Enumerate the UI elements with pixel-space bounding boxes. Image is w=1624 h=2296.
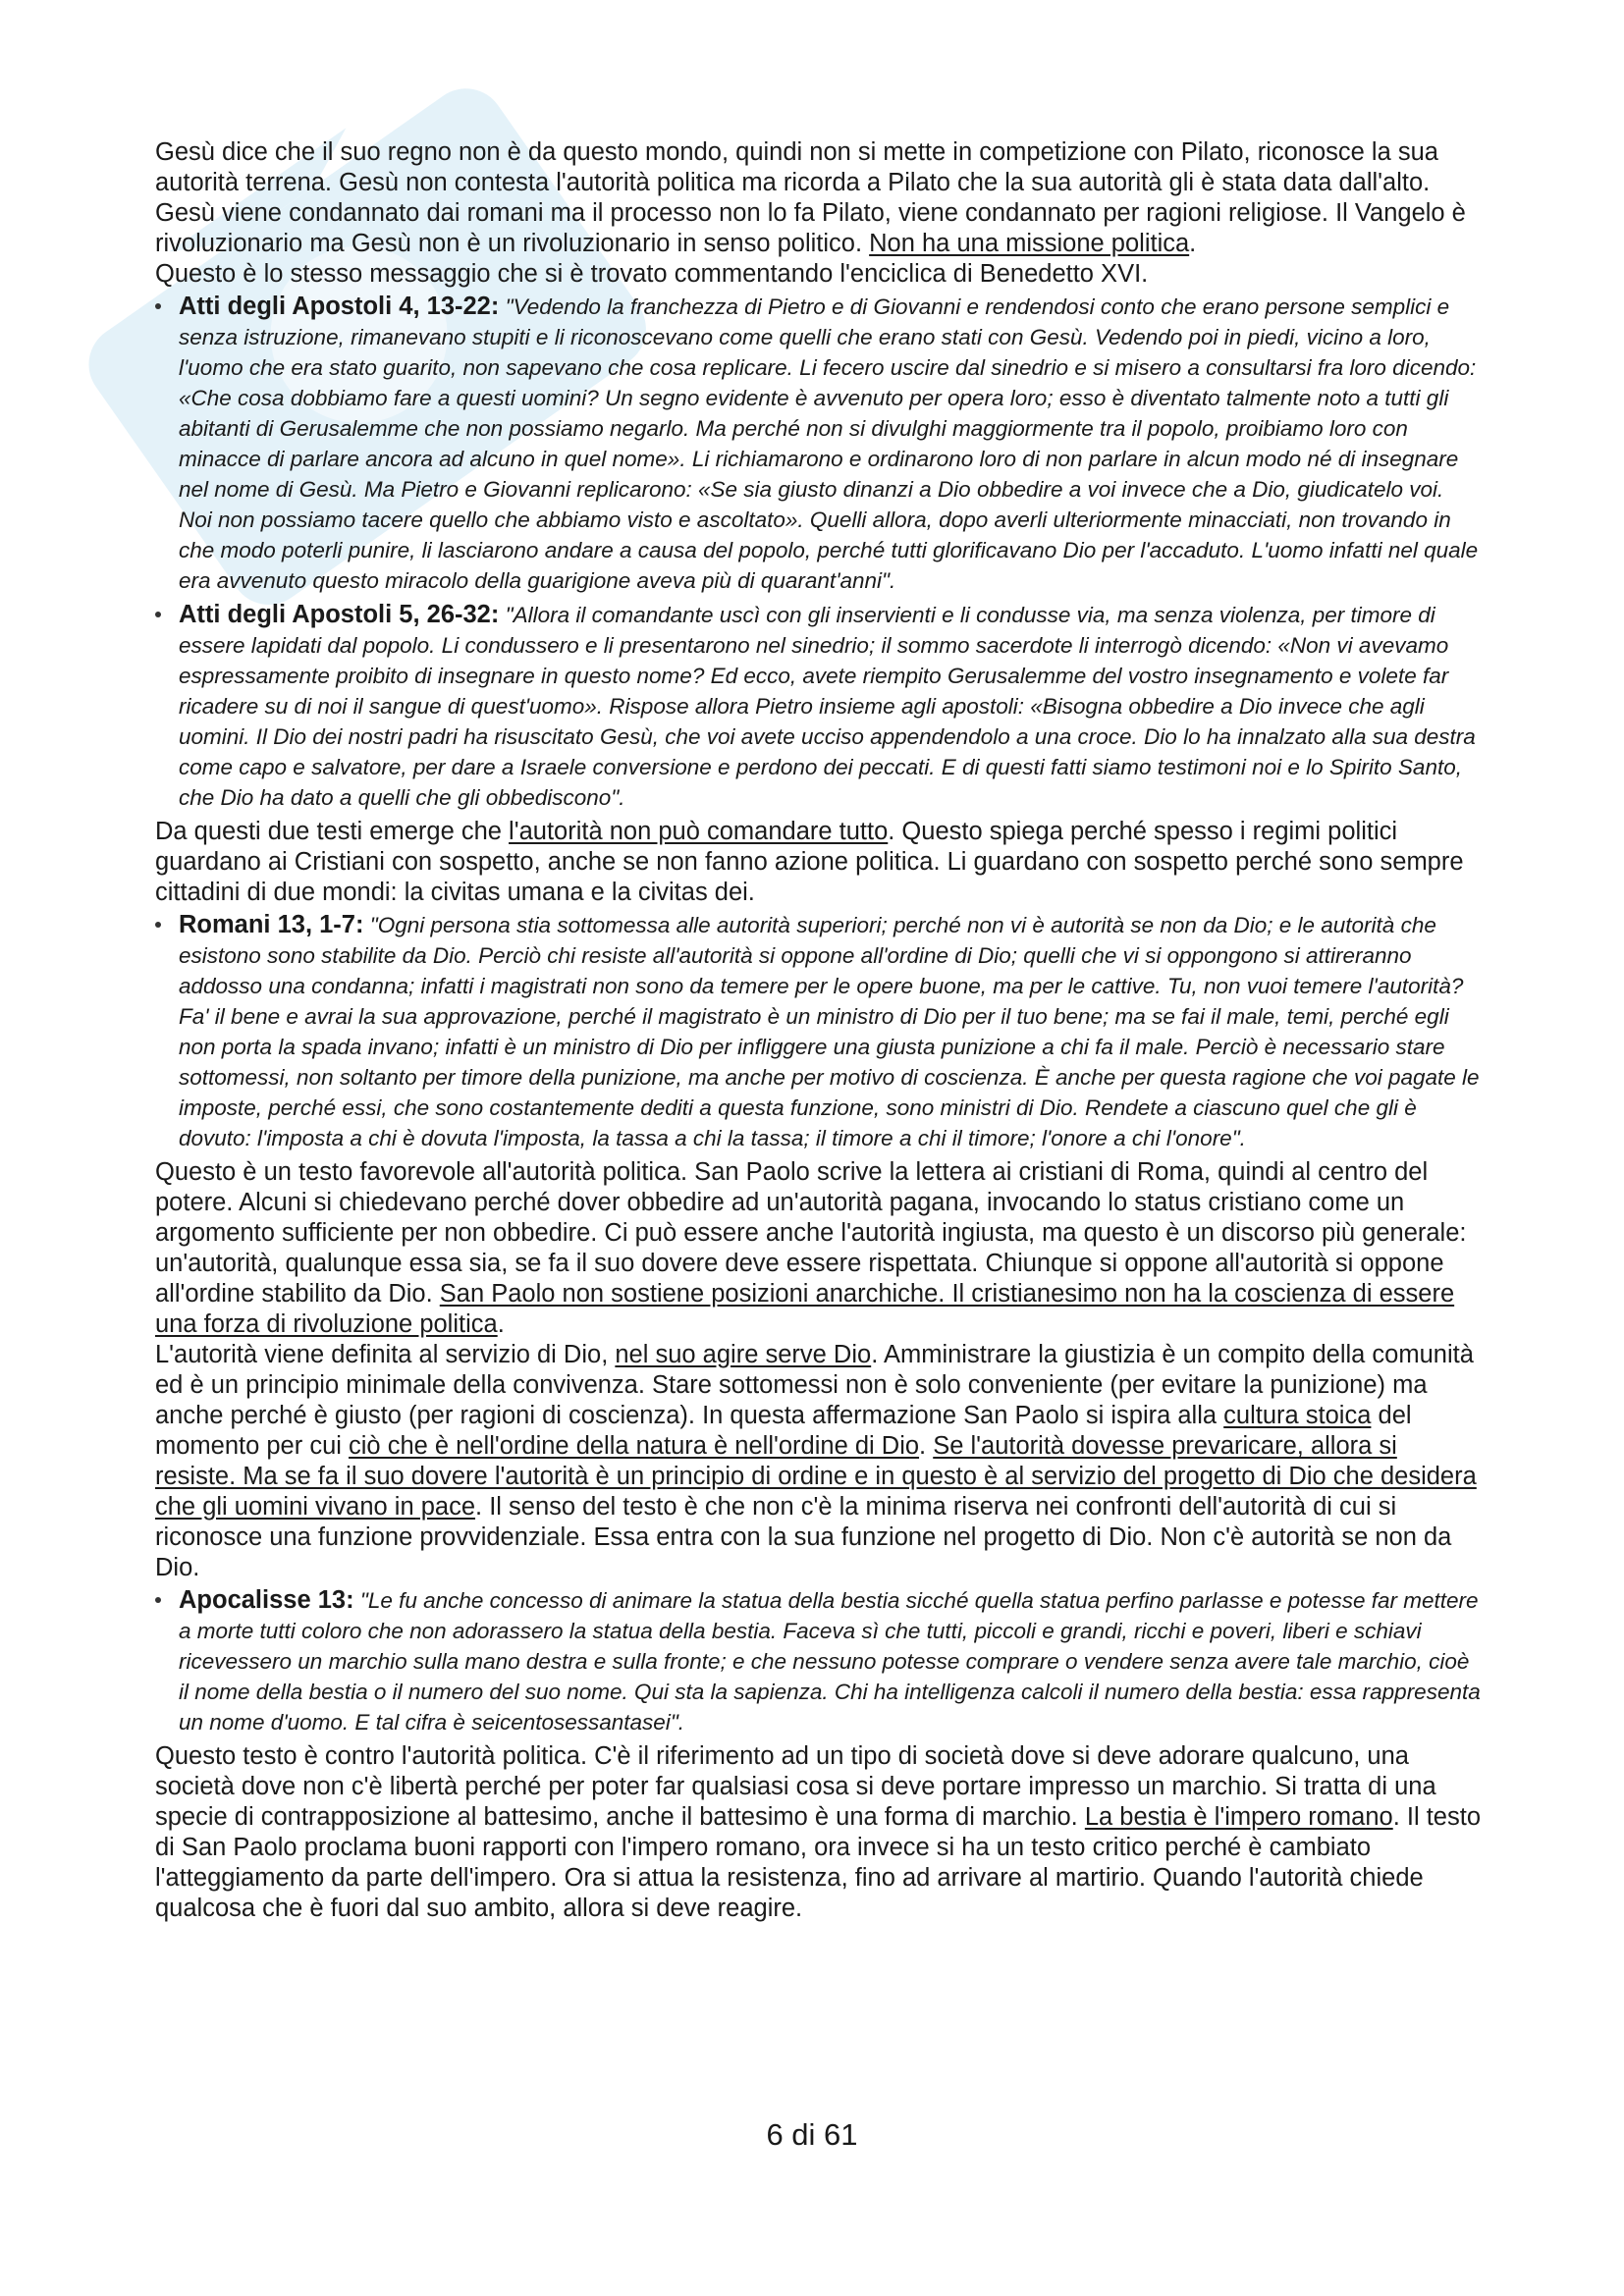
- paragraph-due-testi: Da questi due testi emerge che l'autorità non può comandare tutto. Questo spiega perché spesso i regimi politici guardano ai Cristiani con sospetto, anche se non fanno azione politica. Li guardano con sospetto perché sono sempre cittadini di due mondi: la civitas umana e la civitas dei.: [155, 818, 1464, 906]
- underlined-text: cultura stoica: [1223, 1402, 1372, 1429]
- underlined-text: Se l'autorità dovesse prevaricare, allora si resiste. Ma se fa il suo dovere l'autorità è un principio di ordine e in questo è al servizio del progetto di Dio che desidera che gli uomini vivano in pace: [155, 1432, 1477, 1521]
- paragraph-contro-autorita: Questo testo è contro l'autorità politica. C'è il riferimento ad un tipo di società dove si deve adorare qualcuno, una società dove non c'è libertà perché per poter far qualsiasi cosa si deve portare impresso un marchio. Si tratta di una specie di contrapposizione al battesimo, anche il battesimo è una forma di marchio. La bestia è l'impero romano. Il testo di San Paolo proclama buoni rapporti con l'impero romano, ora invece si ha un testo critico perché è cambiato l'atteggiamento da parte dell'impero. Ora si attua la resistenza, fino ad arrivare al martirio. Quando l'autorità chiede qualcosa che è fuori dal suo ambito, allora si deve reagire.: [155, 1742, 1482, 1922]
- underlined-text: San Paolo non sostiene posizioni anarchiche. Il cristianesimo non ha la coscienza di essere una forza di rivoluzione politica: [155, 1280, 1455, 1338]
- underlined-text: La bestia è l'impero romano: [1084, 1803, 1393, 1831]
- bullet-quote: "Ogni persona stia sottomessa alle autorità superiori; perché non vi è autorità se non da Dio; e le autorità che esistono sono stabilite da Dio. Perciò chi resiste all'autorità si oppone all'ordine di Dio; quelli che vi si oppongono si attireranno addosso una condanna; infatti i magistrati non sono da temere per le opere buone, ma per le cattive. Tu, non vuoi temere l'autorità? Fa' il bene e avrai la sua approvazione, perché il magistrato è un ministro di Dio per il tuo bene; ma se fai il male, temi, perché egli non porta la spada invano; infatti è un ministro di Dio per infliggere una giusta punizione a chi fa il male. Perciò è necessario stare sottomessi, non soltanto per timore della punizione, ma anche per motivo di coscienza. È anche per questa ragione che voi pagate le imposte, perché essi, che sono costantemente dediti a questa funzione, sono ministri di Dio. Rendete a ciascuno quel che gli è dovuto: l'imposta a chi è dovuta l'imposta, la tassa a chi la tassa; il timore a chi il timore; l'onore a chi l'onore".: [179, 913, 1480, 1150]
- bullet-atti-5: [155, 600, 1481, 813]
- bullet-quote: "Vedendo la franchezza di Pietro e di Giovanni e rendendosi conto che erano persone semplici e senza istruzione, rimanevano stupiti e li riconoscevano come quelli che erano stati con Gesù. Vedendo poi in piedi, vicino a loro, l'uomo che era stato guarito, non sapevano che cosa replicare. Li fecero uscire dal sinedrio e si misero a consultarsi fra loro dicendo: «Che cosa dobbiamo fare a questi uomini? Un segno evidente è avvenuto per opera loro; esso è diventato talmente noto a tutti gli abitanti di Gerusalemme che non possiamo negarlo. Ma perché non si divulghi maggiormente tra il popolo, proibiamo loro con minacce di parlare ancora ad alcuno in quel nome». Li richiamarono e ordinarono loro di non parlare in alcun modo né di insegnare nel nome di Gesù. Ma Pietro e Giovanni replicarono: «Se sia giusto dinanzi a Dio obbedire a voi invece che a Dio, giudicatelo voi. Noi non possiamo tacere quello che abbiamo visto e ascoltato». Quelli allora, dopo averli ulteriormente minacciati, non trovando in che modo poterli punire, li lasciarono andare a causa del popolo, perché tutti glorificavano Dio per l'accaduto. L'uomo infatti nel quale era avvenuto questo miracolo della guarigione aveva più di quarant'anni".: [179, 294, 1479, 593]
- paragraph-servizio-di-dio: L'autorità viene definita al servizio di Dio, nel suo agire serve Dio. Amministrare la giustizia è un compito della comunità ed è un principio minimale della convivenza. Stare sottomessi non è solo conveniente (per evitare la punizione) ma anche perché è giusto (per ragioni di coscienza). In questa affermazione San Paolo si ispira alla cultura stoica del momento per cui ciò che è nell'ordine della natura è nell'ordine di Dio. Se l'autorità dovesse prevaricare, allora si resiste. Ma se fa il suo dovere l'autorità è un principio di ordine e in questo è al servizio del progetto di Dio che desidera che gli uomini vivano in pace. Il senso del testo è che non c'è la minima riserva nei confronti dell'autorità di cui si riconosce una funzione provvidenziale. Essa entra con la sua funzione nel progetto di Dio. Non c'è autorità se non da Dio.: [155, 1341, 1477, 1581]
- bullet-title: Romani 13, 1-7:: [179, 911, 364, 938]
- underlined-text: l'autorità non può comandare tutto: [509, 818, 889, 845]
- bullet-dot-icon: [155, 612, 161, 617]
- page-number: 6 di 61: [766, 2117, 858, 2152]
- bullet-title: Atti degli Apostoli 5, 26-32:: [179, 601, 500, 628]
- document-body: [155, 137, 1481, 1924]
- bullet-title: Apocalisse 13:: [179, 1586, 354, 1614]
- bullet-quote: "Le fu anche concesso di animare la statua della bestia sicché quella statua perfino parlasse e potesse far mettere a morte tutti coloro che non adorassero la statua della bestia. Faceva sì che tutti, piccoli e grandi, ricchi e poveri, liberi e schiavi ricevessero un marchio sulla mano destra e sulla fronte; e che nessuno potesse comprare o vendere senza avere tale marchio, cioè il nome della bestia o il numero del suo nome. Qui sta la sapienza. Chi ha intelligenza calcoli il numero della bestia: essa rappresenta un nome d'uomo. E tal cifra è seicentosessantasei".: [179, 1588, 1481, 1735]
- bullet-dot-icon: [155, 1597, 161, 1603]
- underlined-text: Non ha una missione politica: [869, 230, 1190, 257]
- bullet-romani-13: [155, 910, 1481, 1153]
- bullet-apocalisse-13: [155, 1585, 1481, 1737]
- bullet-dot-icon: [155, 303, 161, 309]
- underlined-text: nel suo agire serve Dio: [615, 1341, 872, 1368]
- bullet-atti-4: [155, 292, 1481, 596]
- bullet-dot-icon: [155, 922, 161, 928]
- paragraph-pilato: Gesù dice che il suo regno non è da questo mondo, quindi non si mette in competizione con Pilato, riconosce la sua autorità terrena. Gesù non contesta l'autorità politica ma ricorda a Pilato che la sua autorità gli è stata data dall'alto. Gesù viene condannato dai romani ma il processo non lo fa Pilato, viene condannato per ragioni religiose. Il Vangelo è rivoluzionario ma Gesù non è un rivoluzionario in senso politico. Non ha una missione politica. Questo è lo stesso messaggio che si è trovato commentando l'enciclica di Benedetto XVI.: [155, 138, 1466, 288]
- bullet-title: Atti degli Apostoli 4, 13-22:: [179, 293, 500, 320]
- underlined-text: ciò che è nell'ordine della natura è nell'ordine di Dio: [349, 1432, 920, 1460]
- paragraph-testo-favorevole: Questo è un testo favorevole all'autorità politica. San Paolo scrive la lettera ai cristiani di Roma, quindi al centro del potere. Alcuni si chiedevano perché dover obbedire ad un'autorità pagana, invocando lo status cristiano come un argomento sufficiente per non obbedire. Ci può essere anche l'autorità ingiusta, ma questo è un discorso più generale: un'autorità, qualunque essa sia, se fa il suo dovere deve essere rispettata. Chiunque si oppone all'autorità si oppone all'ordine stabilito da Dio. San Paolo non sostiene posizioni anarchiche. Il cristianesimo non ha la coscienza di essere una forza di rivoluzione politica.: [155, 1158, 1467, 1338]
- bullet-quote: "Allora il comandante uscì con gli inservienti e li condusse via, ma senza violenza, per timore di essere lapidati dal popolo. Li condussero e li presentarono nel sinedrio; il sommo sacerdote li interrogò dicendo: «Non vi avevamo espressamente proibito di insegnare in questo nome? Ed ecco, avete riempito Gerusalemme del vostro insegnamento e volete far ricadere su di noi il sangue di quest'uomo». Rispose allora Pietro insieme agli apostoli: «Bisogna obbedire a Dio invece che agli uomini. Il Dio dei nostri padri ha risuscitato Gesù, che voi avete ucciso appendendolo a una croce. Dio lo ha innalzato alla sua destra come capo e salvatore, per dare a Israele conversione e perdono dei peccati. E di questi fatti siamo testimoni noi e lo Spirito Santo, che Dio ha dato a quelli che gli obbediscono".: [179, 603, 1476, 810]
